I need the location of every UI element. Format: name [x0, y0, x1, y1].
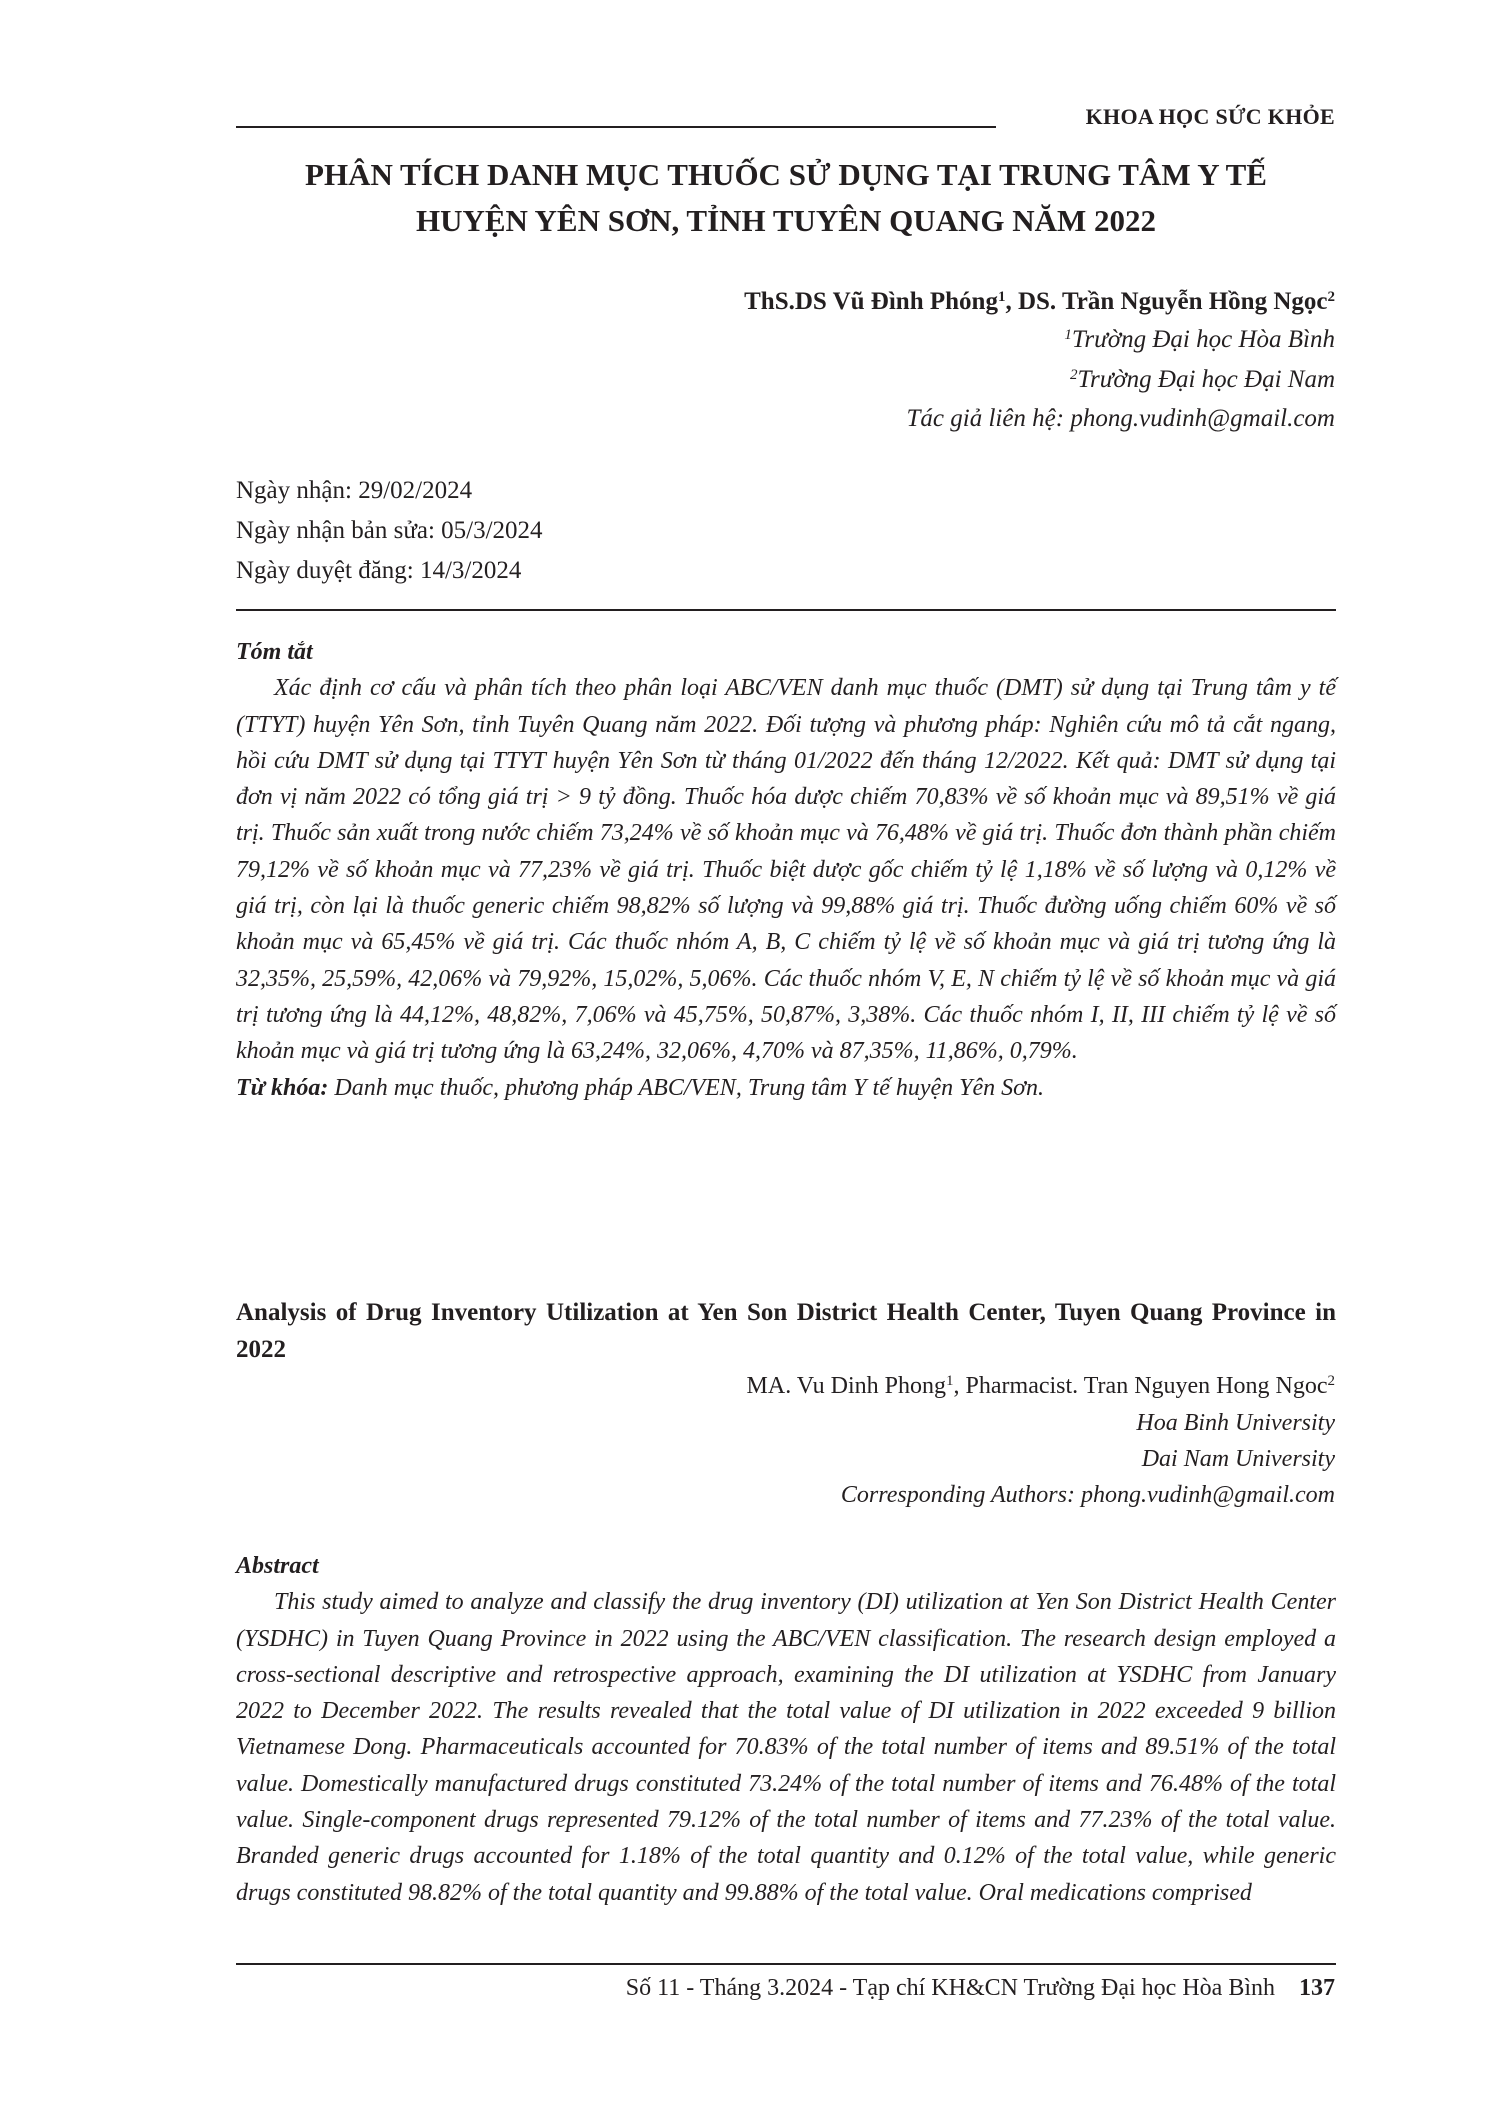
- section-label: KHOA HỌC SỨC KHỎE: [1085, 104, 1335, 129]
- section-divider: [236, 609, 1336, 611]
- author-separator: ,: [1005, 288, 1018, 315]
- page-footer: [626, 1970, 1335, 2006]
- abstract-en-body: This study aimed to analyze and classify the drug inventory (DI) utilization at Yen Son District Health Center (YSDHC) in Tuyen Quang Province in 2022 using the ABC/VEN classification. The research design employed a cross-sectional descriptive and retrospective approach, examining the DI utilization at YSDHC from January 2022 to December 2022. The results revealed that the total value of DI utilization in 2022 exceeded 9 billion Vietnamese Dong. Pharmaceuticals accounted for 70.83% of the total number of items and 89.51% of the total value. Domestically manufactured drugs constituted 73.24% of the total number of items and 76.48% of the total value. Single-component drugs represented 79.12% of the total number of items and 77.23% of the total value. Branded generic drugs accounted for 1.18% of the total quantity and 0.12% of the total value, while generic drugs constituted 98.82% of the total quantity and 99.88% of the total value. Oral medications comprised: [236, 1589, 1336, 1906]
- authors-en: [747, 1368, 1335, 1404]
- affiliation-2-vi: [1070, 360, 1335, 400]
- abstract-vi: [236, 634, 1336, 1106]
- footer-rule: [236, 1963, 1336, 1965]
- date-received: Ngày nhận: 29/02/2024: [236, 477, 473, 504]
- affiliation-1-en: Hoa Binh University: [1136, 1410, 1335, 1436]
- article-dates: [236, 471, 543, 591]
- abstract-vi-heading: Tóm tắt: [236, 639, 313, 665]
- abstract-vi-body: Xác định cơ cấu và phân tích theo phân loại ABC/VEN danh mục thuốc (DMT) sử dụng tại Trung tâm y tế (TTYT) huyện Yên Sơn, tỉnh Tuyên Quang năm 2022. Đối tượng và phương pháp: Nghiên cứu mô tả cắt ngang, hồi cứu DMT sử dụng tại TTYT huyện Yên Sơn từ tháng 01/2022 đến tháng 12/2022. Kết quả: DMT sử dụng tại đơn vị năm 2022 có tổng giá trị > 9 tỷ đồng. Thuốc hóa dược chiếm 70,83% về số khoản mục và 89,51% về giá trị. Thuốc sản xuất trong nước chiếm 73,24% về số khoản mục và 76,48% về giá trị. Thuốc đơn thành phần chiếm 79,12% về số khoản mục và 77,23% về giá trị. Thuốc biệt dược gốc chiếm tỷ lệ 1,18% về số lượng và 0,12% về giá trị, còn lại là thuốc generic chiếm 98,82% số lượng và 99,88% giá trị. Thuốc đường uống chiếm 60% về số khoản mục và 65,45% về giá trị. Các thuốc nhóm A, B, C chiếm tỷ lệ về số khoản mục và giá trị tương ứng là 32,35%, 25,59%, 42,06% và 79,92%, 15,02%, 5,06%. Các thuốc nhóm V, E, N chiếm tỷ lệ về số khoản mục và giá trị tương ứng là 44,12%, 48,82%, 7,06% và 45,75%, 50,87%, 3,38%. Các thuốc nhóm I, II, III chiếm tỷ lệ về số khoản mục và giá trị tương ứng là 63,24%, 32,06%, 4,70% và 87,35%, 11,86%, 0,79%.: [236, 675, 1336, 1065]
- date-revised: Ngày nhận bản sửa: 05/3/2024: [236, 517, 543, 544]
- keywords-vi: [236, 1070, 1336, 1106]
- affiliation-1-vi: [1064, 320, 1335, 360]
- keywords-vi-label: Từ khóa:: [236, 1074, 329, 1101]
- keywords-vi-text: Danh mục thuốc, phương pháp ABC/VEN, Trung tâm Y tế huyện Yên Sơn.: [328, 1074, 1044, 1101]
- affiliation-2-sup: 2: [1069, 367, 1078, 383]
- article-title-vi: [236, 152, 1336, 244]
- authors-vi: [744, 282, 1335, 322]
- author-1-sup: 1: [997, 289, 1006, 305]
- page-number: 137: [1299, 1975, 1335, 2001]
- footer-journal: Số 11 - Tháng 3.2024 - Tạp chí KH&CN Trường Đại học Hòa Bình: [625, 1975, 1275, 2001]
- author-2-name-en: Pharmacist. Tran Nguyen Hong Ngoc: [965, 1373, 1328, 1399]
- abstract-en: [236, 1548, 1336, 1911]
- author-1-sup-en: 1: [946, 1373, 954, 1389]
- date-accepted: Ngày duyệt đăng: 14/3/2024: [236, 557, 522, 584]
- author-1-name-en: MA. Vu Dinh Phong: [746, 1373, 947, 1399]
- author-separator-en: ,: [953, 1373, 966, 1399]
- affiliation-2-en: Dai Nam University: [1141, 1446, 1335, 1472]
- affiliation-2-text: Trường Đại học Đại Nam: [1077, 366, 1335, 393]
- title-line-2: HUYỆN YÊN SƠN, TỈNH TUYÊN QUANG NĂM 2022: [415, 203, 1157, 238]
- contact-vi: Tác giả liên hệ: phong.vudinh@gmail.com: [906, 405, 1335, 432]
- author-1-name: ThS.DS Vũ Đình Phóng: [744, 288, 998, 315]
- affiliation-1-text: Trường Đại học Hòa Bình: [1071, 326, 1335, 353]
- author-2-sup-en: 2: [1327, 1373, 1335, 1389]
- contact-en: Corresponding Authors: phong.vudinh@gmail.com: [840, 1482, 1335, 1508]
- abstract-en-heading: Abstract: [236, 1553, 319, 1579]
- article-title-en: Analysis of Drug Inventory Utilization at Yen Son District Health Center, Tuyen Quang Province in 2022: [236, 1299, 1336, 1363]
- affiliation-1-sup: 1: [1064, 327, 1072, 343]
- author-2-sup: 2: [1327, 289, 1335, 305]
- author-2-name: DS. Trần Nguyễn Hồng Ngọc: [1017, 288, 1328, 315]
- header-rule: [236, 126, 996, 128]
- title-line-1: PHÂN TÍCH DANH MỤC THUỐC SỬ DỤNG TẠI TRUNG TÂM Y TẾ: [305, 157, 1267, 192]
